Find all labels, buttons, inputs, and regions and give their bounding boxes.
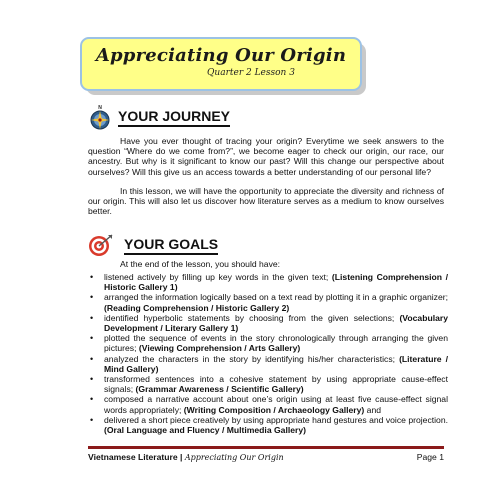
goal-item (88, 292, 448, 312)
journey-paragraph-1: Have you ever thought of tracing your origin? Everytime we seek answers to the question “Where do we come from?”, we become eager to check our origin, our race, our ancestry. But why is it significant to know our past? Will this change our perspective about ourselves? Will this give us an access towards a better understanding of our personal life? (88, 136, 444, 177)
goal-text: listened actively by filling up key words in the given text; (104, 272, 332, 282)
goal-text: arranged the information logically based on a text read by plotting it in a graphic organizer; (104, 292, 448, 303)
journey-heading: YOUR JOURNEY (118, 108, 230, 127)
goal-gallery: (Oral Language and Fluency / Multimedia Gallery) (104, 425, 306, 436)
goal-item (88, 313, 448, 333)
target-icon (88, 233, 114, 257)
goals-heading: YOUR GOALS (124, 236, 218, 255)
goal-gallery: (Writing Composition / Archaeology Gallery) (183, 404, 365, 415)
footer-rule (88, 446, 444, 449)
goal-text: identified hyperbolic statements by choosing from the given selections; (104, 312, 400, 323)
goal-item (88, 333, 448, 353)
goal-gallery: (Grammar Awareness / Scientific Gallery) (135, 384, 304, 395)
goal-item (88, 272, 448, 292)
page-number: Page 1 (416, 452, 444, 462)
footer-subject: Vietnamese Literature | (88, 452, 185, 462)
journey-paragraph-2: In this lesson, we will have the opportunity to appreciate the diversity and richness of our origin. This will also let us discover how literature serves as a medium to know ourselves better. (88, 186, 444, 217)
page-title: Appreciating Our Origin (95, 45, 347, 66)
svg-text:N: N (98, 105, 102, 111)
goal-text: plotted the sequence of events in the story chronologically through arranging the given pictures; (104, 333, 448, 354)
goal-gallery: (Listening Comprehension / Historic Gallery 1) (104, 272, 448, 293)
compass-icon (88, 103, 112, 131)
goals-list (88, 272, 448, 435)
journey-heading-row (112, 108, 230, 127)
title-banner (80, 37, 362, 91)
page-subtitle: Quarter 2 Lesson 3 (207, 68, 295, 78)
goal-text: composed a narrative account about one’s origin using at least five cause-effect signal words appropriately; (104, 394, 448, 415)
goal-tail: and (364, 404, 382, 415)
goal-item (88, 354, 448, 374)
goal-item (88, 415, 448, 435)
footer (88, 452, 444, 462)
goal-text: analyzed the characters in the story by identifying his/her characteristics; (104, 353, 400, 364)
goal-gallery: (Viewing Comprehension / Arts Gallery) (138, 343, 301, 354)
goal-item (88, 394, 448, 414)
goal-item (88, 374, 448, 394)
goal-gallery: (Literature / Mind Gallery) (104, 353, 448, 374)
goals-heading-row (118, 236, 218, 255)
footer-lesson-title: Appreciating Our Origin (184, 453, 284, 462)
goal-gallery: (Vocabulary Development / Literary Gallery 1) (104, 312, 448, 334)
goals-intro: At the end of the lesson, you should have: (120, 259, 281, 269)
goal-text: delivered a short piece creatively by using appropriate hand gestures and voice projection. (104, 414, 448, 425)
goal-text: transformed sentences into a cohesive statement by using appropriate cause-effect signals; (104, 374, 448, 395)
footer-left (88, 452, 284, 462)
goal-gallery: (Reading Comprehension / Historic Gallery 2) (104, 302, 290, 313)
